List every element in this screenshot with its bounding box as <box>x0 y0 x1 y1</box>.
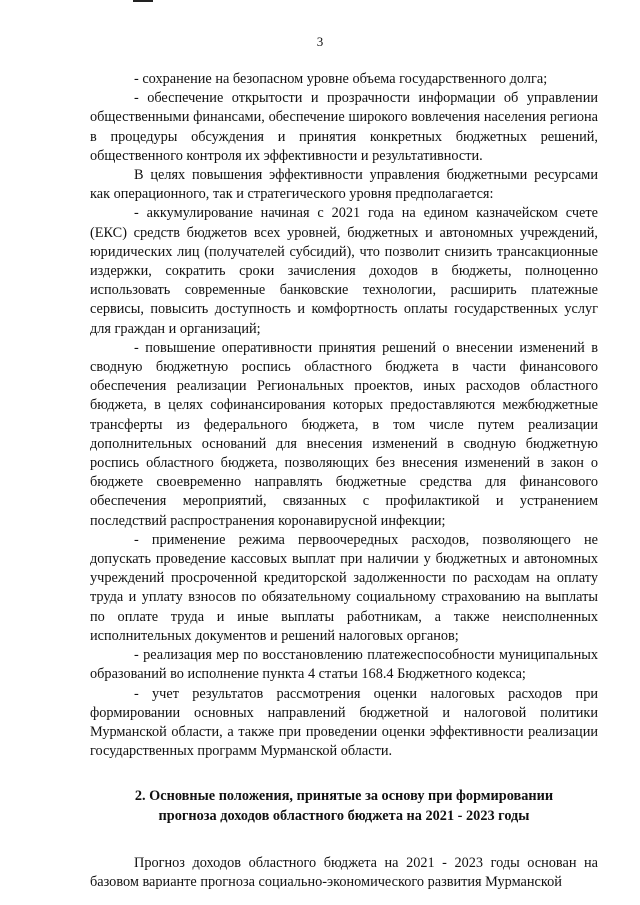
top-edge-mark <box>133 0 153 2</box>
section-heading-line-1: 2. Основные положения, принятые за основу при формировании <box>134 788 554 805</box>
page-number: 3 <box>316 34 324 49</box>
paragraph-single-treasury-account: - аккумулирование начиная с 2021 года на едином казначейском счете (ЕКС) средств бюджетов всех уровней, бюджетных и автономных учреждений, юридических лиц (получателей субсидий), что позволит снизить трансакционные издержки, сократить сроки зачисления доходов в бюджеты, полноценно использовать современные банковские технологии, расширить платежные сервисы, повысить доступность и комфортность оплаты государственных услуг для граждан и организаций; <box>90 205 598 337</box>
paragraph-tax-expenses: - учет результатов рассмотрения оценки налоговых расходов при формировании основных направлений бюджетной и налоговой политики Мурманской области, а также при проведении оценки эффективности реализации государственных программ Мурманской области. <box>90 685 598 760</box>
paragraph-public-debt: - сохранение на безопасном уровне объема государственного долга; <box>134 71 548 87</box>
paragraph-priority-expenses: - применение режима первоочередных расходов, позволяющего не допускать проведение кассовых выплат при наличии у бюджетных и автономных учреждений просроченной кредиторской задолженности по расходам на оплату труда и уплату взносов по обязательному социальному страхованию на выплаты по оплате труда и иные выплаты работникам, а также неисполненных исполнительных документов и решений налоговых органов; <box>90 531 598 644</box>
paragraph-efficiency-goals: В целях повышения эффективности управления бюджетными ресурсами как операционного, так и стратегического уровня предполагается: <box>90 167 598 203</box>
document-body <box>90 70 598 892</box>
paragraph-transparency: - обеспечение открытости и прозрачности информации об управлении общественными финансами, обеспечение широкого вовлечения населения региона в процедуры обсуждения и принятия конкретных бюджетных решений, общественного контроля их эффективности и результативности. <box>90 90 598 164</box>
section-heading-line-2: прогноза доходов областного бюджета на 2021 - 2023 годы <box>158 807 530 824</box>
paragraph-solvency-restoration: - реализация мер по восстановлению платежеспособности муниципальных образований во исполнение пункта 4 статьи 168.4 Бюджетного кодекса; <box>90 647 598 683</box>
paragraph-revenue-forecast: Прогноз доходов областного бюджета на 2021 - 2023 годы основан на базовом варианте прогноза социально-экономического развития Мурманской <box>90 854 598 890</box>
section-heading <box>90 787 598 825</box>
paragraph-budget-list-changes: - повышение оперативности принятия решений о внесении изменений в сводную бюджетную роспись областного бюджета в части финансового обеспечения реализации Региональных проектов, иных расходов областного бюджета, в целях софинансирования которых предоставляются межбюджетные трансферты из федерального бюджета, в том числе путем реализации дополнительных оснований для внесения изменений в сводную бюджетную роспись областного бюджета, позволяющих без внесения изменений в закон о бюджете своевременно направлять бюджетные средства для финансового обеспечения мероприятий, связанных с профилактикой и устранением последствий распространения коронавирусной инфекции; <box>90 339 598 529</box>
